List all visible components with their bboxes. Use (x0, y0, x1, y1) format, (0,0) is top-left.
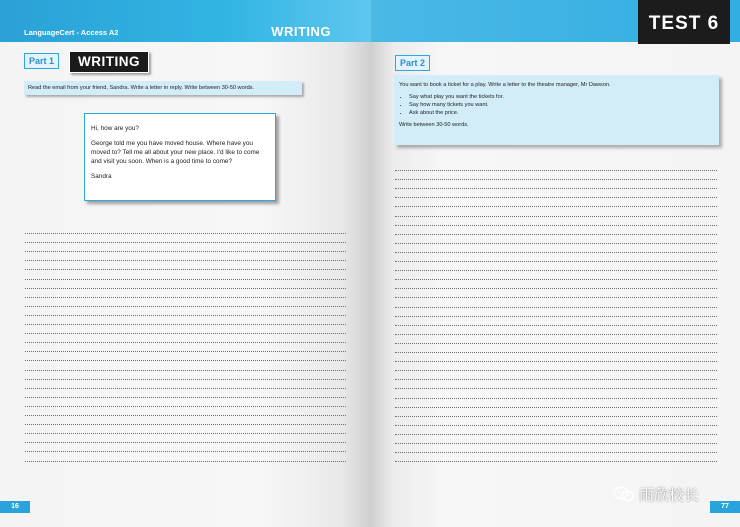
answer-line[interactable] (25, 233, 346, 234)
email-greeting: Hi, how are you? (91, 125, 139, 132)
answer-line[interactable] (395, 416, 717, 417)
answer-line[interactable] (395, 270, 717, 271)
answer-line[interactable] (25, 260, 346, 261)
answer-line[interactable] (25, 242, 346, 243)
answer-line[interactable] (395, 388, 717, 389)
answer-line[interactable] (395, 188, 717, 189)
answer-line[interactable] (395, 443, 717, 444)
answer-line[interactable] (395, 234, 717, 235)
answer-line[interactable] (25, 451, 346, 452)
answer-line[interactable] (25, 360, 346, 361)
answer-line[interactable] (25, 288, 346, 289)
answer-line[interactable] (395, 343, 717, 344)
answer-line[interactable] (395, 425, 717, 426)
answer-line[interactable] (25, 424, 346, 425)
answer-line[interactable] (25, 397, 346, 398)
answer-line[interactable] (395, 452, 717, 453)
answer-line[interactable] (395, 325, 717, 326)
answer-line[interactable] (25, 370, 346, 371)
answer-line[interactable] (395, 370, 717, 371)
answer-line[interactable] (395, 461, 717, 462)
answer-line[interactable] (25, 461, 346, 462)
task-word-limit: Write between 30-50 words. (399, 122, 469, 128)
task-bullet: • Ask about the price. (409, 109, 714, 117)
answer-line[interactable] (395, 334, 717, 335)
part-1-label: Part 1 (24, 53, 59, 69)
part-1-instruction: Read the email from your friend, Sandra. Write a letter in reply. Write between 30-50 words. (24, 81, 302, 95)
answer-line[interactable] (25, 324, 346, 325)
answer-line[interactable] (395, 316, 717, 317)
answer-line[interactable] (395, 179, 717, 180)
answer-line[interactable] (395, 398, 717, 399)
answer-lines-part-2[interactable] (395, 170, 717, 462)
watermark-text: 雨欣校长 (639, 486, 700, 504)
answer-line[interactable] (395, 297, 717, 298)
answer-line[interactable] (25, 269, 346, 270)
task-bullet: • Say what play you want the tickets for. (409, 93, 714, 101)
task-intro: You want to book a ticket for a play. Write a letter to the theatre manager, Mr Dawson. (399, 82, 611, 88)
answer-line[interactable] (395, 379, 717, 380)
answer-line[interactable] (395, 352, 717, 353)
answer-line[interactable] (25, 333, 346, 334)
answer-lines-part-1[interactable] (25, 233, 346, 463)
answer-line[interactable] (395, 261, 717, 262)
task-bullet: • Say how many tickets you want. (409, 101, 714, 109)
answer-line[interactable] (25, 342, 346, 343)
header-section-title: WRITING (271, 24, 331, 39)
answer-line[interactable] (395, 252, 717, 253)
answer-line[interactable] (25, 388, 346, 389)
email-signature: Sandra (91, 173, 112, 180)
part-2-label: Part 2 (395, 55, 430, 71)
watermark (613, 484, 699, 504)
wechat-icon (613, 486, 635, 502)
answer-line[interactable] (25, 415, 346, 416)
test-number-badge: TEST 6 (638, 0, 730, 44)
answer-line[interactable] (25, 306, 346, 307)
answer-line[interactable] (25, 297, 346, 298)
answer-line[interactable] (395, 206, 717, 207)
task-bullets (399, 93, 714, 117)
answer-line[interactable] (395, 407, 717, 408)
answer-line[interactable] (395, 288, 717, 289)
answer-line[interactable] (25, 442, 346, 443)
answer-line[interactable] (395, 197, 717, 198)
answer-line[interactable] (395, 307, 717, 308)
page-number-right: 77 (710, 501, 740, 513)
answer-line[interactable] (25, 406, 346, 407)
answer-line[interactable] (395, 216, 717, 217)
answer-line[interactable] (395, 170, 717, 171)
email-from-sandra (84, 113, 276, 201)
answer-line[interactable] (25, 379, 346, 380)
left-header-bar (0, 0, 371, 42)
email-body: George told me you have moved house. Where have you moved to? Tell me all about your new place. I'd like to come and visit you soon. When is a good time to come? (91, 140, 260, 165)
page-number-left: 16 (0, 501, 30, 513)
answer-line[interactable] (25, 315, 346, 316)
answer-line[interactable] (25, 433, 346, 434)
answer-line[interactable] (25, 351, 346, 352)
answer-line[interactable] (395, 434, 717, 435)
part-2-task-box (394, 75, 719, 145)
answer-line[interactable] (395, 243, 717, 244)
series-title: LanguageCert - Access A2 (24, 28, 119, 37)
answer-line[interactable] (395, 225, 717, 226)
section-title-badge: WRITING (69, 51, 149, 73)
answer-line[interactable] (25, 279, 346, 280)
answer-line[interactable] (395, 361, 717, 362)
answer-line[interactable] (395, 279, 717, 280)
answer-line[interactable] (25, 251, 346, 252)
